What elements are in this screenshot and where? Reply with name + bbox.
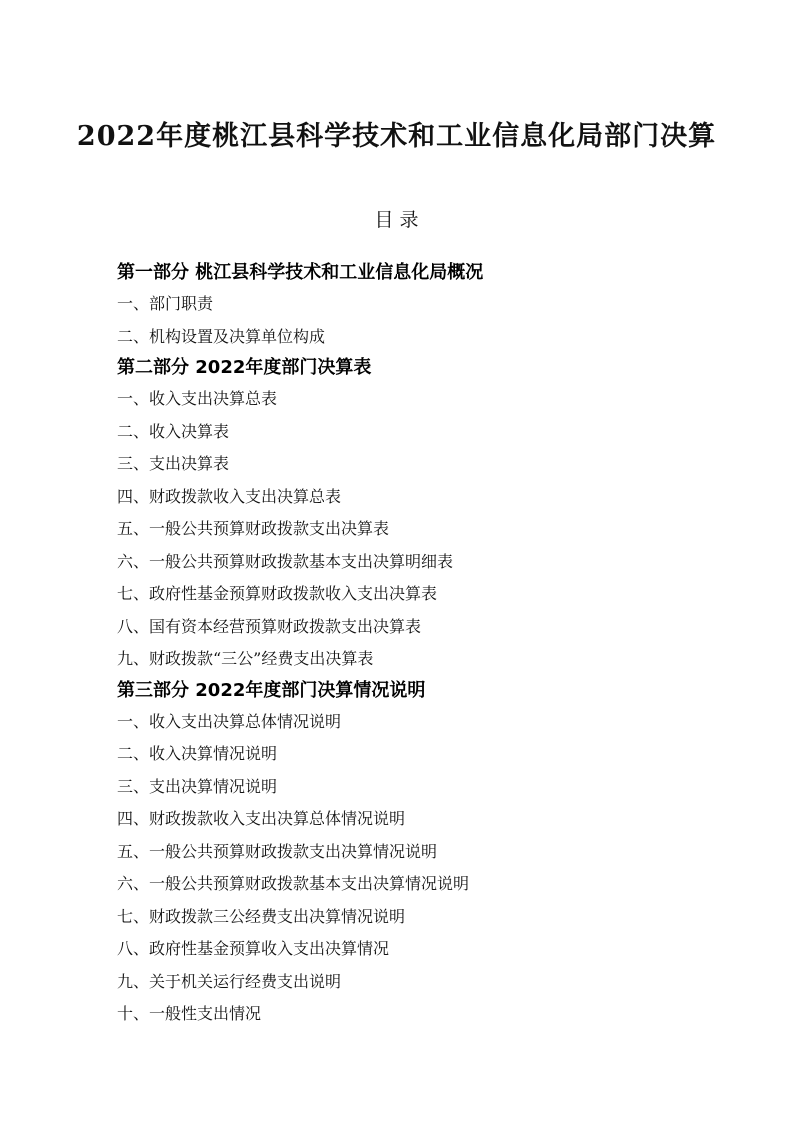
toc-item[interactable]: 四、财政拨款收入支出决算总表 xyxy=(117,486,342,506)
toc-item[interactable]: 九、财政拨款“三公”经费支出决算表 xyxy=(117,649,374,668)
toc-item[interactable]: 一、收入支出决算总体情况说明 xyxy=(117,711,342,731)
document-title: 2022年度桃江县科学技术和工业信息化局部门决算 xyxy=(76,121,717,153)
toc-part-1-heading[interactable]: 第一部分 桃江县科学技术和工业信息化局概况 xyxy=(117,262,484,283)
toc-item[interactable]: 一、部门职责 xyxy=(117,294,214,313)
toc-part-3-heading[interactable]: 第三部分 2022年度部门决算情况说明 xyxy=(117,679,426,701)
toc-item[interactable]: 八、政府性基金预算收入支出决算情况 xyxy=(117,939,390,958)
toc-item[interactable]: 七、政府性基金预算财政拨款收入支出决算表 xyxy=(117,584,438,603)
toc-item[interactable]: 二、收入决算情况说明 xyxy=(117,744,278,763)
toc-item[interactable]: 二、机构设置及决算单位构成 xyxy=(117,326,326,346)
toc-part-2-heading[interactable]: 第二部分 2022年度部门决算表 xyxy=(117,357,372,378)
toc-item[interactable]: 三、支出决算表 xyxy=(117,454,230,473)
toc-item[interactable]: 九、关于机关运行经费支出说明 xyxy=(117,971,342,991)
toc-item[interactable]: 五、一般公共预算财政拨款支出决算表 xyxy=(117,519,390,538)
toc-item[interactable]: 六、一般公共预算财政拨款基本支出决算情况说明 xyxy=(117,874,470,893)
table-of-contents xyxy=(117,258,737,1031)
toc-item[interactable]: 八、国有资本经营预算财政拨款支出决算表 xyxy=(117,616,422,636)
toc-item[interactable]: 三、支出决算情况说明 xyxy=(117,776,278,796)
toc-item[interactable]: 一、收入支出决算总表 xyxy=(117,389,278,408)
toc-item[interactable]: 十、一般性支出情况 xyxy=(117,1004,262,1023)
toc-item[interactable]: 二、收入决算表 xyxy=(117,421,230,441)
toc-item[interactable]: 七、财政拨款三公经费支出决算情况说明 xyxy=(117,906,406,926)
toc-heading: 目 录 xyxy=(374,209,419,231)
toc-item[interactable]: 五、一般公共预算财政拨款支出决算情况说明 xyxy=(117,841,438,861)
toc-item[interactable]: 四、财政拨款收入支出决算总体情况说明 xyxy=(117,809,406,828)
toc-item[interactable]: 六、一般公共预算财政拨款基本支出决算明细表 xyxy=(117,551,454,571)
